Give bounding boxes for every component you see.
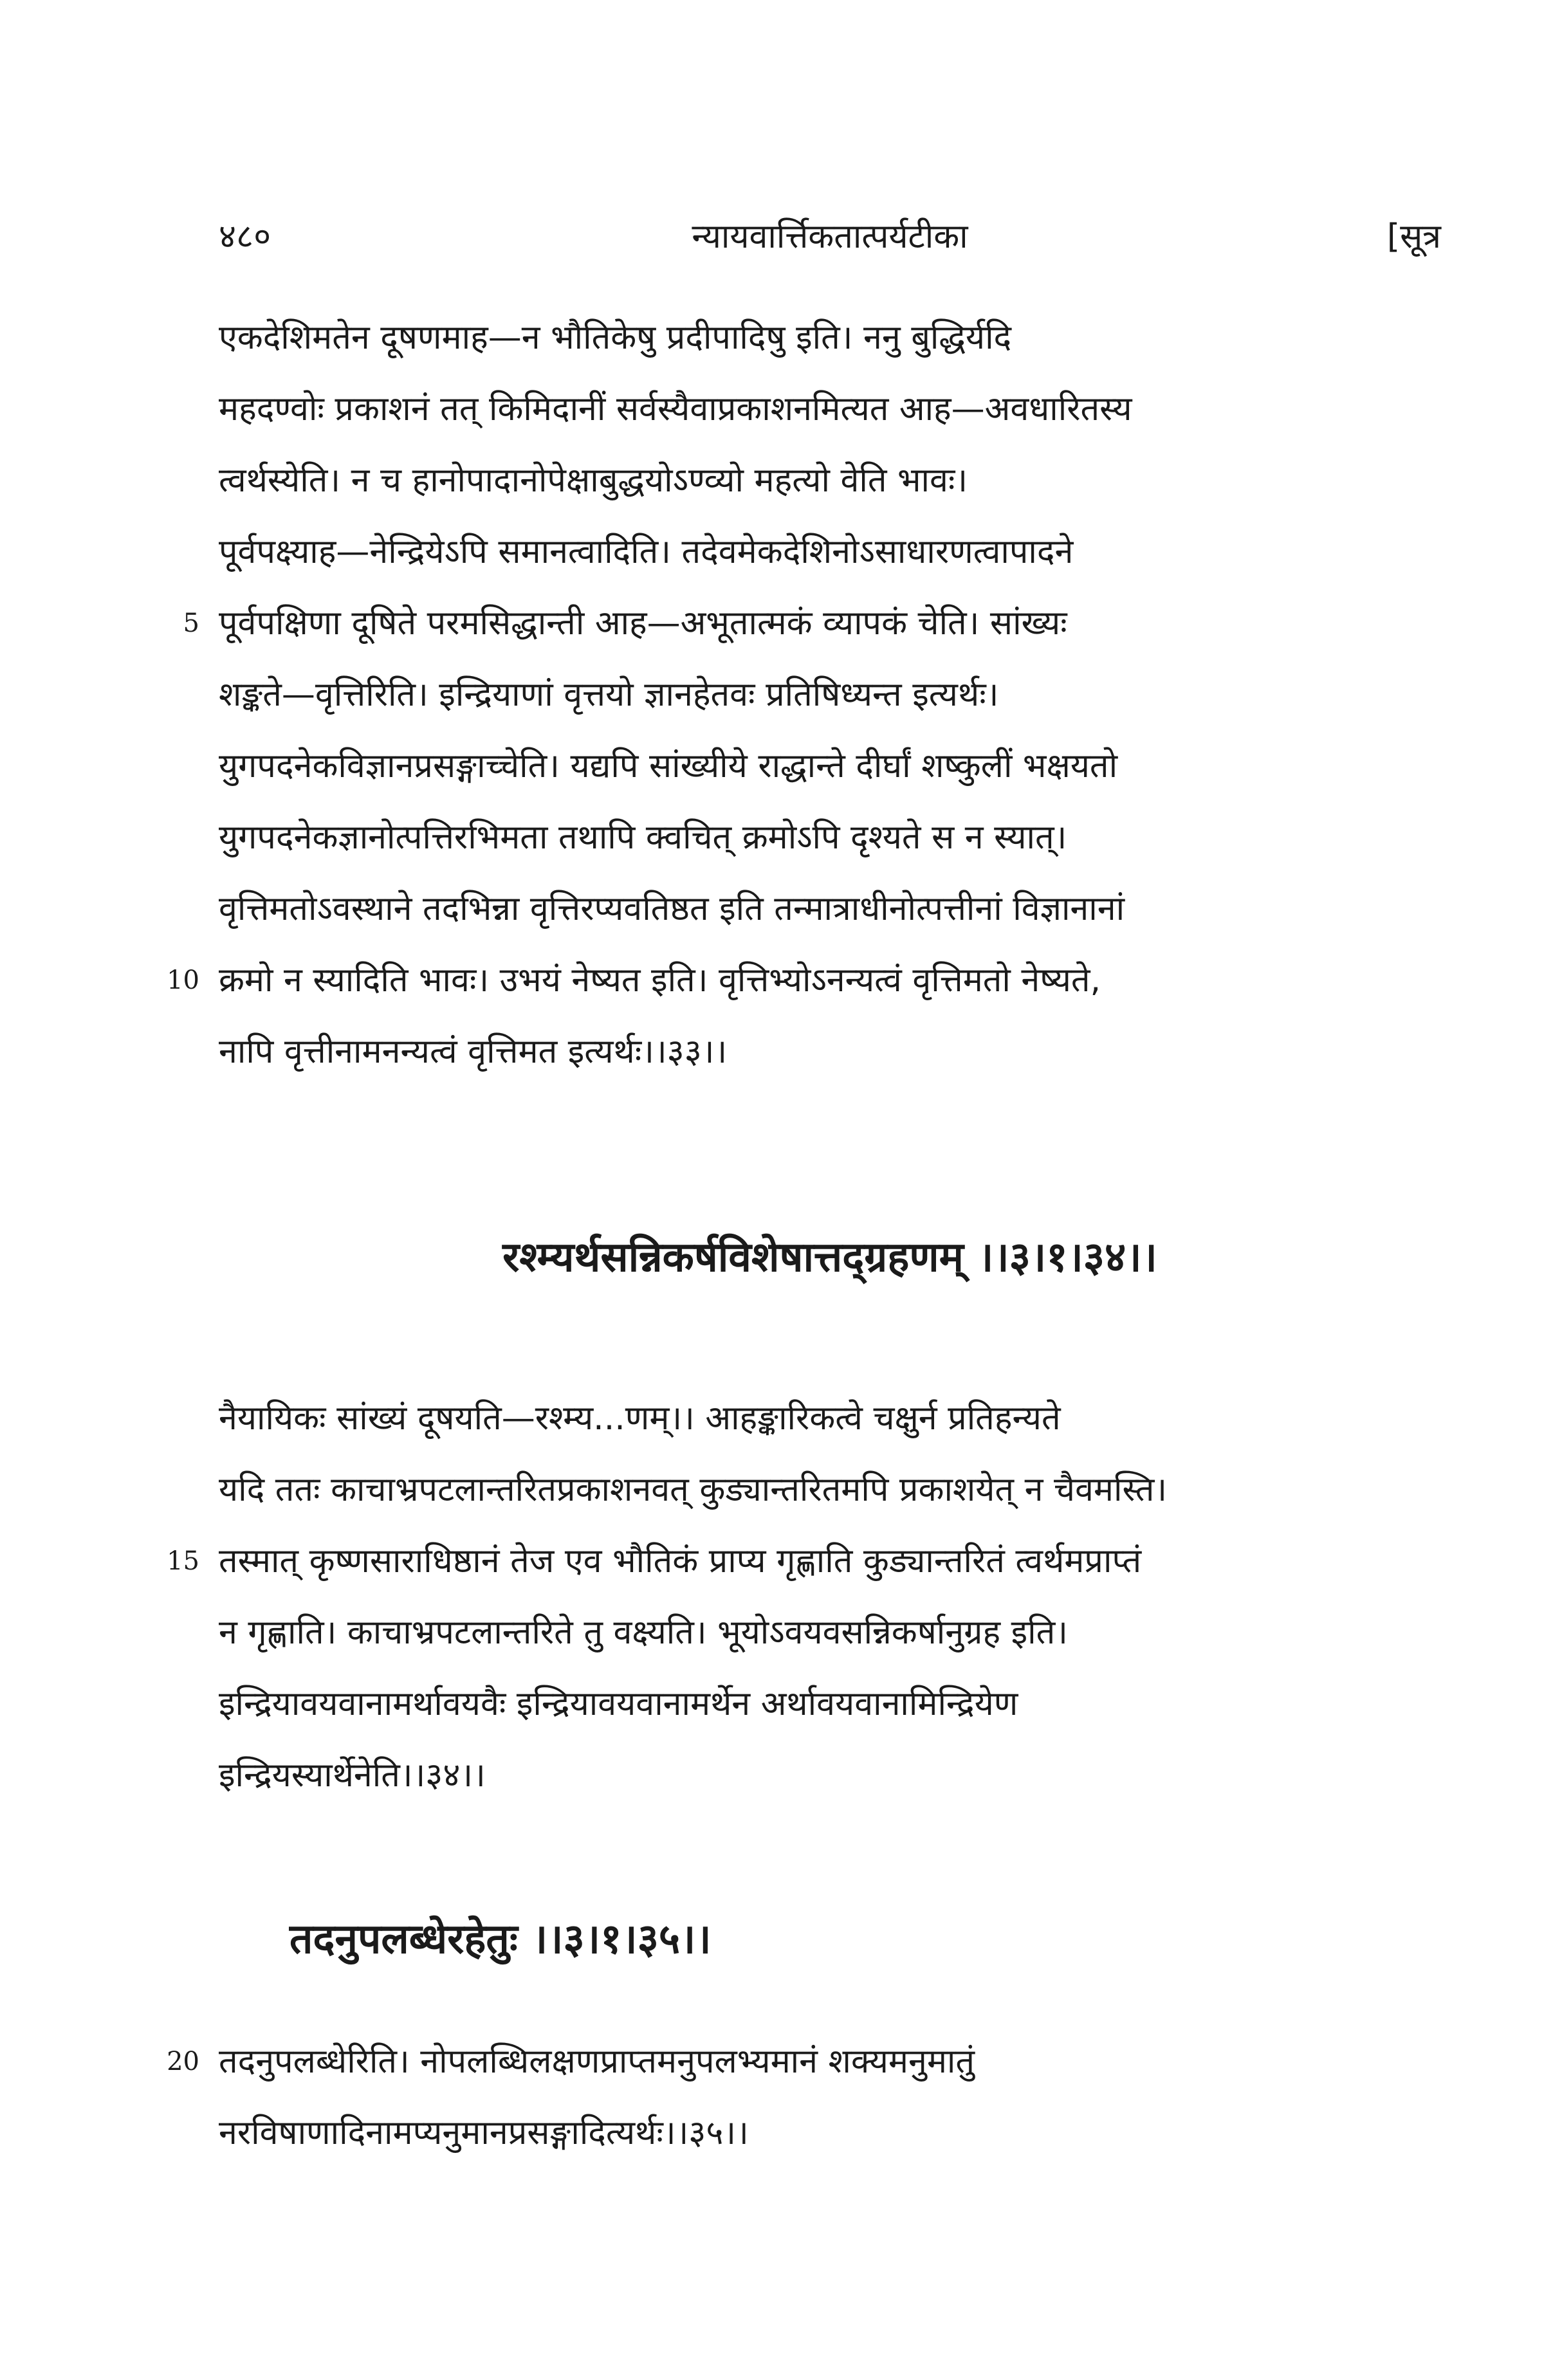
commentary-block-35 bbox=[167, 2026, 1441, 2169]
text-line: वृत्तिमतोऽवस्थाने तदभिन्ना वृत्तिरप्यवतिष्ठत इति तन्मात्राधीनोत्पत्तीनां विज्ञानानां bbox=[219, 890, 1125, 928]
section-marker: [सूत्र bbox=[1386, 217, 1441, 256]
text-line: त्वर्थस्येति। न च हानोपादानोपेक्षाबुद्धयोऽण्व्यो महत्यो वेति भावः। bbox=[219, 461, 968, 500]
page-number: ४८० bbox=[219, 217, 271, 256]
text-line: युगपदनेकज्ञानोत्पत्तिरभिमता तथापि क्वचित् क्रमोऽपि दृश्यते स न स्यात्। bbox=[219, 818, 1067, 857]
text-line: इन्द्रियस्यार्थेनेति।।३४।। bbox=[219, 1756, 486, 1795]
sutra-heading: रश्म्यर्थसन्निकर्षविशेषात्तद्ग्रहणम् ।।३।१।३४।। bbox=[502, 1234, 1157, 1281]
text-line: नैयायिकः सांख्यं दूषयति—रश्म्य...णम्।। आहङ्कारिकत्वे चक्षुर्न प्रतिहन्यते bbox=[219, 1399, 1061, 1438]
text-line: क्रमो न स्यादिति भावः। उभयं नेष्यत इति। वृत्तिभ्योऽनन्यत्वं वृत्तिमतो नेष्यते, bbox=[219, 961, 1101, 1000]
text-line: नरविषाणादिनामप्यनुमानप्रसङ्गादित्यर्थः।।३५।। bbox=[219, 2114, 749, 2152]
text-line: युगपदनेकविज्ञानप्रसङ्गाच्चेति। यद्यपि सांख्यीये राद्धान्ते दीर्घां शष्कुलीं भक्षयतो bbox=[219, 747, 1118, 785]
text-line: न गृह्णाति। काचाभ्रपटलान्तरिते तु वक्ष्यति। भूयोऽवयवसन्निकर्षानुग्रह इति। bbox=[219, 1613, 1068, 1652]
line-number: 10 bbox=[167, 966, 199, 995]
running-title: न्यायवार्त्तिकतात्पर्यटीका bbox=[692, 217, 968, 256]
text-line: यदि ततः काचाभ्रपटलान्तरितप्रकाशनवत् कुड्यान्तरितमपि प्रकाशयेत् न चैवमस्ति। bbox=[219, 1470, 1168, 1509]
commentary-block-34 bbox=[167, 1383, 1441, 1811]
text-line: शङ्कते—वृत्तिरिति। इन्द्रियाणां वृत्तयो ज्ञानहेतवः प्रतिषिध्यन्त इत्यर्थः। bbox=[219, 675, 999, 714]
text-line: पूर्वपक्षिणा दूषिते परमसिद्धान्ती आह—अभूतात्मकं व्यापकं चेति। सांख्यः bbox=[219, 604, 1067, 643]
text-line: तस्मात् कृष्णसाराधिष्ठानं तेज एव भौतिकं प्राप्य गृह्णाति कुड्यान्तरितं त्वर्थमप्राप्तं bbox=[219, 1542, 1142, 1580]
commentary-block-33 bbox=[167, 302, 1441, 1088]
text-line: तदनुपलब्धेरिति। नोपलब्धिलक्षणप्राप्तमनुपलभ्यमानं शक्यमनुमातुं bbox=[219, 2042, 975, 2081]
text-line: पूर्वपक्ष्याह—नेन्द्रियेऽपि समानत्वादिति। तदेवमेकदेशिनोऽसाधारणत्वापादने bbox=[219, 533, 1074, 571]
line-number: 5 bbox=[183, 609, 199, 638]
page-header bbox=[219, 212, 1441, 264]
text-line: महदण्वोः प्रकाशनं तत् किमिदानीं सर्वस्यैवाप्रकाशनमित्यत आह—अवधारितस्य bbox=[219, 390, 1132, 428]
text-line: इन्द्रियावयवानामर्थावयवैः इन्द्रियावयवानामर्थेन अर्थावयवानामिन्द्रियेण bbox=[219, 1685, 1018, 1723]
sutra-34-container bbox=[219, 1222, 1441, 1299]
sutra-35-container bbox=[219, 1904, 1441, 1981]
line-number: 15 bbox=[167, 1546, 199, 1576]
sutra-heading: तदनुपलब्धेरहेतुः ।।३।१।३५।। bbox=[290, 1916, 712, 1963]
line-number: 20 bbox=[167, 2047, 199, 2076]
text-line: एकदेशिमतेन दूषणमाह—न भौतिकेषु प्रदीपादिषु इति। ननु बुद्धिर्यदि bbox=[219, 318, 1012, 357]
text-line: नापि वृत्तीनामनन्यत्वं वृत्तिमत इत्यर्थः।।३३।। bbox=[219, 1032, 728, 1071]
